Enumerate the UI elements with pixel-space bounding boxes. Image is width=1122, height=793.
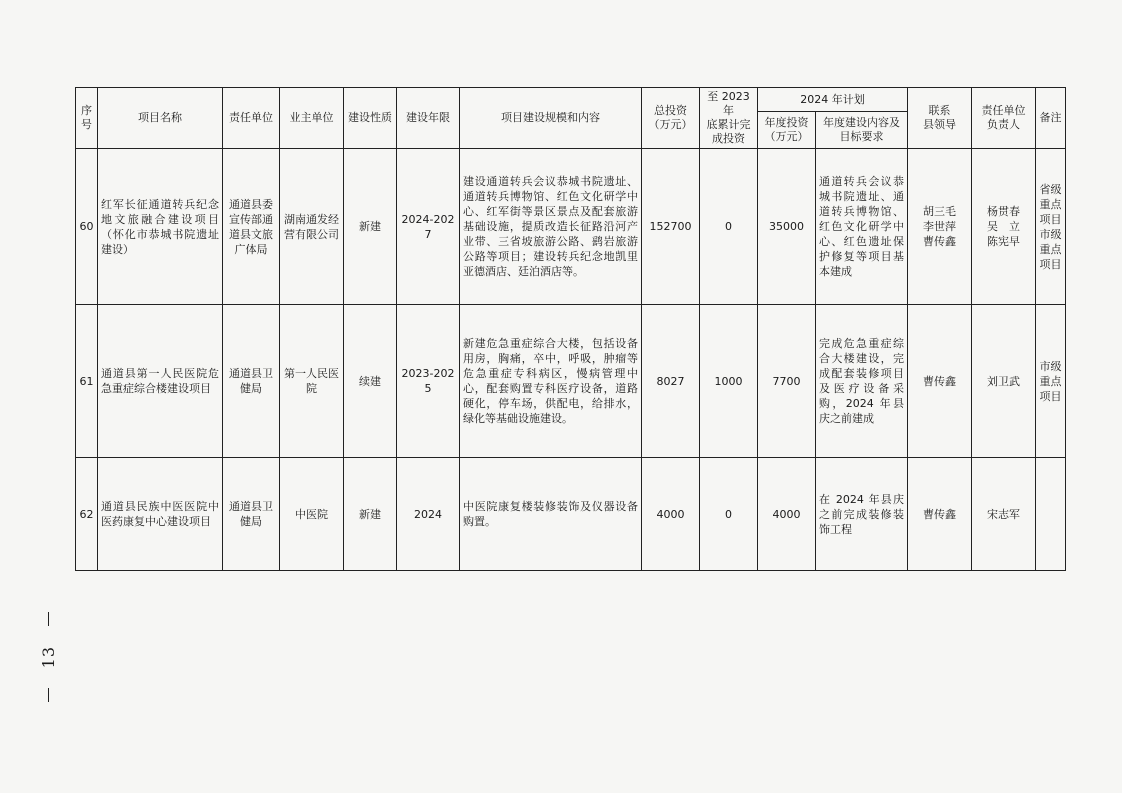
header-cum-invest: 至 2023 年 底累计完 成投资 <box>700 88 758 149</box>
cell-resp-person: 刘卫武 <box>972 305 1036 458</box>
header-seq: 序号 <box>76 88 98 149</box>
cell-annual-invest: 4000 <box>758 458 816 571</box>
cell-nature: 新建 <box>344 149 397 305</box>
cell-resp-unit: 通道县委宣传部通道县文旅广体局 <box>223 149 280 305</box>
page-number-text: 13 <box>38 645 58 669</box>
cell-seq: 61 <box>76 305 98 458</box>
cell-resp-person: 宋志军 <box>972 458 1036 571</box>
cell-period: 2024 <box>397 458 460 571</box>
page-number-dash-bottom <box>48 688 49 702</box>
header-nature: 建设性质 <box>344 88 397 149</box>
header-period: 建设年限 <box>397 88 460 149</box>
cell-owner: 中医院 <box>280 458 344 571</box>
cell-owner: 第一人民医院 <box>280 305 344 458</box>
header-resp-unit: 责任单位 <box>223 88 280 149</box>
header-note: 备注 <box>1036 88 1066 149</box>
cell-note: 省级 重点 项目 市级 重点 项目 <box>1036 149 1066 305</box>
cell-leader: 胡三毛 李世萍 曹传鑫 <box>908 149 972 305</box>
cell-cum-invest: 0 <box>700 458 758 571</box>
cell-total-invest: 8027 <box>642 305 700 458</box>
cell-name: 通道县民族中医医院中医药康复中心建设项目 <box>98 458 223 571</box>
cell-annual-content: 完成危急重症综合大楼建设，完成配套装修项目及医疗设备采购，2024 年县庆之前建成 <box>816 305 908 458</box>
cell-note: 市级 重点 项目 <box>1036 305 1066 458</box>
cell-name: 红军长征通道转兵纪念地文旅融合建设项目（怀化市恭城书院遗址建设） <box>98 149 223 305</box>
cell-nature: 续建 <box>344 305 397 458</box>
header-owner: 业主单位 <box>280 88 344 149</box>
table-row <box>76 305 1066 458</box>
cell-cum-invest: 1000 <box>700 305 758 458</box>
header-annual-invest: 年度投资 （万元） <box>758 112 816 149</box>
cell-seq: 62 <box>76 458 98 571</box>
table-row <box>76 149 1066 305</box>
header-leader: 联系 县领导 <box>908 88 972 149</box>
header-total-invest: 总投资 （万元） <box>642 88 700 149</box>
cell-resp-person: 杨贯春 吴 立 陈宪早 <box>972 149 1036 305</box>
cell-scale: 中医院康复楼装修装饰及仪器设备购置。 <box>460 458 642 571</box>
cell-note <box>1036 458 1066 571</box>
header-resp-person: 责任单位 负责人 <box>972 88 1036 149</box>
cell-resp-unit: 通道县卫健局 <box>223 458 280 571</box>
cell-scale: 建设通道转兵会议恭城书院遗址、通道转兵博物馆、红色文化研学中心、红军街等景区景点及配套旅游基础设施，提质改造长征路沿河产业带、三省坡旅游公路、鹞岩旅游公路等项目；建设转兵纪念地凯里亚德酒店、廷泊酒店等。 <box>460 149 642 305</box>
page-number-dash-top <box>48 612 49 626</box>
cell-nature: 新建 <box>344 458 397 571</box>
table-row <box>76 458 1066 571</box>
cell-total-invest: 4000 <box>642 458 700 571</box>
header-name: 项目名称 <box>98 88 223 149</box>
project-table <box>75 87 1066 571</box>
cell-scale: 新建危急重症综合大楼，包括设备用房，胸痛，卒中，呼吸，肿瘤等危急重症专科病区，慢病管理中心，配套购置专科医疗设备，道路硬化，停车场，供配电，给排水，绿化等基础设施建设。 <box>460 305 642 458</box>
header-annual-content: 年度建设内容及 目标要求 <box>816 112 908 149</box>
cell-resp-unit: 通道县卫健局 <box>223 305 280 458</box>
cell-period: 2023-2025 <box>397 305 460 458</box>
header-scale: 项目建设规模和内容 <box>460 88 642 149</box>
cell-annual-invest: 7700 <box>758 305 816 458</box>
cell-period: 2024-2027 <box>397 149 460 305</box>
header-plan-2024: 2024 年计划 <box>758 88 908 112</box>
cell-owner: 湖南通发经营有限公司 <box>280 149 344 305</box>
cell-total-invest: 152700 <box>642 149 700 305</box>
cell-name: 通道县第一人民医院危急重症综合楼建设项目 <box>98 305 223 458</box>
cell-annual-content: 在 2024 年县庆之前完成装修装饰工程 <box>816 458 908 571</box>
cell-cum-invest: 0 <box>700 149 758 305</box>
page-number <box>28 612 68 702</box>
cell-leader: 曹传鑫 <box>908 458 972 571</box>
cell-leader: 曹传鑫 <box>908 305 972 458</box>
cell-annual-invest: 35000 <box>758 149 816 305</box>
cell-seq: 60 <box>76 149 98 305</box>
cell-annual-content: 通道转兵会议恭城书院遗址、通道转兵博物馆、红色文化研学中心、红色遗址保护修复等项目基本建成 <box>816 149 908 305</box>
